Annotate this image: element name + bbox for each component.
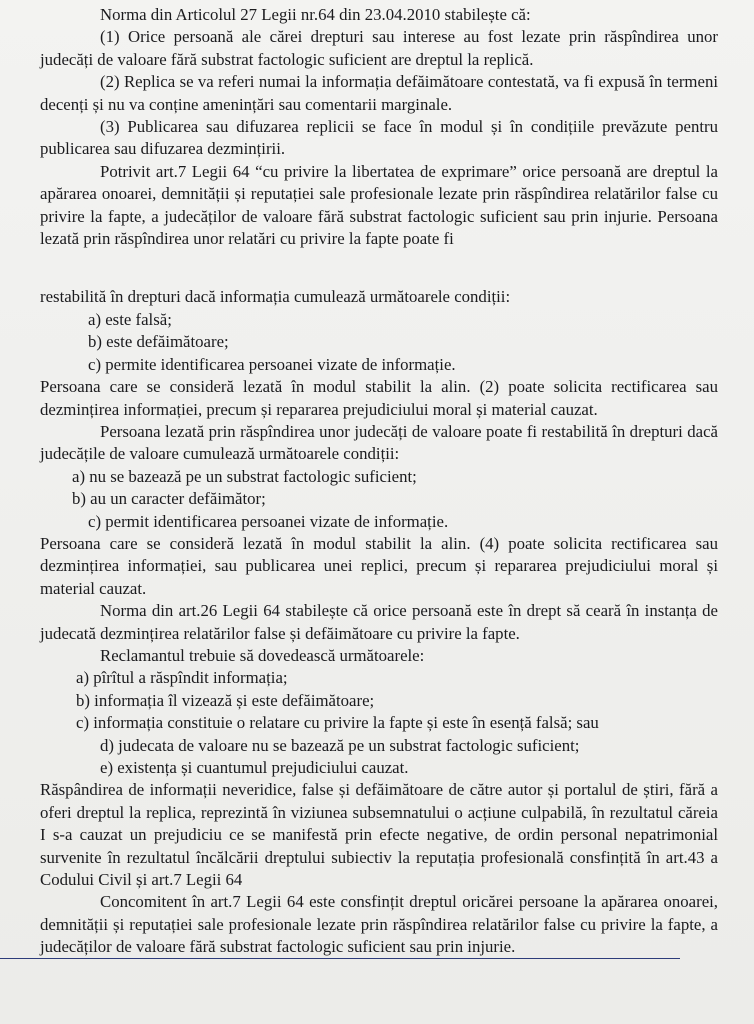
- paragraph-p5: Potrivit art.7 Legii 64 “cu privire la libertatea de exprimare” orice persoană are dreptul la apărarea onoarei, demnității și reputației sale profesionale lezate prin răspîndirea relatărilor false cu privire la fapte, a judecăților de valoare fără substrat factologic suficient sau prin injurie. Persoana lezată prin răspîndirea unor relatări cu privire la fapte poate fi: [40, 161, 718, 249]
- paragraph-p1: Norma din Articolul 27 Legii nr.64 din 23.04.2010 stabilește că:: [100, 5, 531, 24]
- bottom-rule: [0, 958, 680, 959]
- paragraph-p21: c) informația constituie o relatare cu privire la fapte și este în esență falsă; sau: [76, 713, 599, 733]
- paragraph-p10: c) permite identificarea persoanei vizate de informație.: [88, 354, 456, 374]
- document-body: [40, 4, 718, 959]
- paragraph-p25: Concomitent în art.7 Legii 64 este consfințit dreptul oricărei persoane la apărarea onoarei, demnității și reputației sale profesionale lezate prin răspîndirea relatărilor false cu privire la fapte, a judecăților de valoare fără substrat factologic suficient sau prin injurie.: [40, 892, 718, 957]
- paragraph-p14: b) au un caracter defăimător;: [72, 489, 266, 509]
- paragraph-p22: d) judecata de valoare nu se bazează pe un substrat factologic suficient;: [100, 735, 580, 755]
- paragraph-p18: Reclamantul trebuie să dovedească următoarele:: [100, 645, 425, 665]
- paragraph-p4: (3) Publicarea sau difuzarea replicii se face în modul și în condițiile prevăzute pentru publicarea sau difuzarea dezmințirii.: [40, 117, 718, 159]
- paragraph-p15: c) permit identificarea persoanei vizate de informație.: [88, 511, 449, 531]
- paragraph-p16: Persoana care se consideră lezată în modul stabilit la alin. (4) poate solicita rectificarea sau dezmințirea informației, sau publicarea unei replici, precum și repararea prejudiciului moral și material cauzat.: [40, 533, 718, 598]
- page-gap: [40, 250, 718, 286]
- paragraph-p13: a) nu se bazează pe un substrat factologic suficient;: [72, 466, 417, 486]
- paragraph-p17: Norma din art.26 Legii 64 stabilește că orice persoană este în drept să ceară în instanța de judecată dezmințirea relatărilor false și defăimătoare cu privire la fapte.: [40, 601, 718, 643]
- paragraph-p3: (2) Replica se va referi numai la informația defăimătoare contestată, va fi expusă în termeni decenți și nu va conține amenințări sau comentarii marginale.: [40, 72, 718, 114]
- paragraph-p12: Persoana lezată prin răspîndirea unor judecăți de valoare poate fi restabilită în drepturi dacă judecățile de valoare cumulează următoarele condiții:: [40, 421, 718, 464]
- paragraph-p11: Persoana care se consideră lezată în modul stabilit la alin. (2) poate solicita rectificarea sau dezmințirea informației, precum și repararea prejudiciului moral și material cauzat.: [40, 377, 718, 419]
- paragraph-p9: b) este defăimătoare;: [88, 332, 229, 352]
- paragraph-p23: e) existența și cuantumul prejudiciului cauzat.: [100, 758, 409, 777]
- paragraph-p19: a) pîrîtul a răspîndit informația;: [76, 668, 288, 688]
- paragraph-p20: b) informația îl vizează și este defăimătoare;: [76, 690, 375, 710]
- paragraph-p7: restabilită în drepturi dacă informația cumulează următoarele condiții:: [40, 287, 511, 307]
- paragraph-p8: a) este falsă;: [88, 309, 172, 329]
- paragraph-p24: Răspândirea de informații neveridice, false și defăimătoare de către autor și portalul de știri, fără a oferi dreptul la replica, reprezintă în viziunea subsemnatului o acțiune culpabilă, în rezultatul căreia I s-a cauzat un prejudiciu ce se manifestă prin efecte negative, de ordin personal nepatrimonial survenite în rezultatul încălcării dreptului subiectiv la reputația profesională consfințită în art.43 a Codului Civil și art.7 Legii 64: [40, 780, 718, 890]
- paragraph-p2: (1) Orice persoană ale cărei drepturi sau interese au fost lezate prin răspîndirea unor judecăți de valoare fără substrat factologic suficient are dreptul la replică.: [40, 27, 718, 69]
